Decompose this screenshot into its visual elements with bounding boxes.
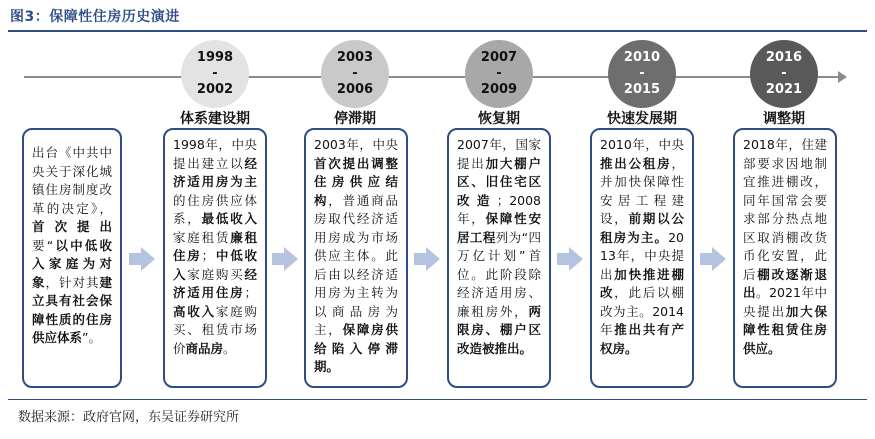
phase-box-3: [447, 128, 551, 388]
emphasis-text: 建立具有社会保障性质的住房供应体系: [32, 274, 112, 345]
emphasis-text: 推出公租房: [600, 155, 672, 171]
period-sep: -: [352, 66, 358, 81]
body-text: ，并加快保障性安居工程建设，: [600, 155, 684, 226]
emphasis-text: 商品房: [185, 340, 224, 356]
body-text: 。2021年中央提出: [743, 285, 827, 319]
emphasis-text: 首次提出调整住房供应结构: [314, 155, 398, 208]
body-text: ，针对其: [45, 274, 100, 290]
phase-label-2: 停滞期: [334, 111, 376, 127]
emphasis-text: 加大保障性租赁住房供应。: [743, 303, 827, 356]
emphasis-text: 首次提出: [32, 219, 112, 234]
top-rule: [8, 30, 867, 32]
emphasis-text: 以中低收入家庭为对象: [32, 237, 112, 290]
timeline-arrowhead: [838, 71, 847, 83]
body-text: 要“: [32, 237, 54, 253]
right-arrow-icon: [414, 247, 440, 271]
emphasis-text: 保障性安居工程: [457, 211, 541, 245]
timeline-line: [24, 76, 842, 78]
period-circle-4: [608, 40, 676, 108]
period-end: 2006: [336, 82, 374, 97]
body-text: 1998年，中央提出建立以: [173, 137, 257, 171]
emphasis-text: 加大棚户区、旧住宅区改造: [457, 155, 541, 208]
body-text: 家庭租赁: [173, 229, 231, 245]
period-start: 2010: [623, 50, 661, 65]
body-text: ；2008年，: [457, 192, 541, 226]
body-text: 2010年，中央: [600, 137, 684, 152]
right-arrow-icon: [557, 247, 583, 271]
body-text: 的住房供应体系，: [173, 192, 257, 226]
body-text: 家庭购买、租赁市场价: [173, 303, 257, 356]
emphasis-text: 最低收入: [201, 211, 257, 226]
emphasis-text: 前期以公租房为主。: [600, 211, 684, 245]
period-end: 2015: [623, 82, 661, 97]
phase-box-1: [163, 128, 267, 388]
period-start: 1998: [196, 50, 234, 65]
period-circle-3: [465, 40, 533, 108]
emphasis-text: 保障房供给陷入停滞期。: [314, 322, 398, 374]
body-text: 列为“四万亿计划”首位。此阶段除经济适用房、廉租房外，: [457, 229, 541, 319]
emphasis-text: 经济适用住房: [173, 266, 257, 300]
phase-label-4: 快速发展期: [607, 111, 677, 127]
phase-label-1: 体系建设期: [180, 111, 250, 127]
phase-box-5: [733, 128, 837, 388]
period-start: 2016: [765, 50, 803, 65]
period-end: 2009: [480, 82, 518, 97]
phase-box-4: [590, 128, 694, 388]
period-sep: -: [212, 66, 218, 81]
body-text: 。: [223, 340, 236, 356]
period-sep: -: [781, 66, 787, 81]
period-start: 2003: [336, 50, 374, 65]
right-arrow-icon: [272, 247, 298, 271]
body-text: ；: [244, 285, 257, 300]
right-arrow-icon: [129, 247, 155, 271]
period-start: 2007: [480, 50, 518, 65]
source-note: 数据来源：政府官网，东吴证券研究所: [18, 410, 240, 425]
emphasis-text: 推出共有产权房。: [600, 322, 684, 356]
body-text: ，此后以棚改为主。2014年: [600, 285, 684, 337]
period-circle-5: [750, 40, 818, 108]
body-text: ；: [201, 248, 215, 263]
body-text: 2003年，中央: [314, 137, 398, 152]
body-text: ”。: [82, 330, 101, 345]
period-sep: -: [496, 66, 502, 81]
emphasis-text: 棚改逐渐退出: [743, 266, 827, 300]
emphasis-text: 加快推进棚改: [600, 266, 684, 300]
emphasis-text: 两限房、棚户区改造被推出。: [457, 303, 541, 356]
body-text: 2018年，住建部要求因地制宜推进棚改，同年国常会要求部分热点地区取消棚改货币化安置，此后: [743, 137, 827, 282]
emphasis-text: 经济适用房为主: [173, 155, 257, 189]
body-text: ，普通商品房取代经济适用房成为市场供应主体。此后由以经济适用房为主转为以商品房为主，: [314, 192, 398, 337]
body-text: 家庭购买: [187, 266, 245, 282]
figure-title: 图3：保障性住房历史演进: [10, 9, 180, 25]
period-end: 2021: [765, 82, 803, 97]
phase-box-2: [304, 128, 408, 388]
period-sep: -: [639, 66, 645, 81]
body-text: 2007年，国家提出: [457, 137, 541, 171]
emphasis-text: 中低收入: [173, 248, 257, 282]
intro-box: [22, 128, 122, 388]
body-text: 出台《中共中央关于深化城镇住房制度改革的决定》，: [32, 145, 112, 216]
period-circle-2: [321, 40, 389, 108]
emphasis-text: 高收入: [173, 303, 216, 319]
body-text: 2013年，中央提出: [600, 229, 684, 282]
period-circle-1: [181, 40, 249, 108]
period-end: 2002: [196, 82, 234, 97]
phase-label-5: 调整期: [763, 111, 805, 127]
emphasis-text: 廉租住房: [173, 229, 257, 263]
bottom-rule: [8, 399, 867, 400]
phase-label-3: 恢复期: [478, 111, 520, 127]
right-arrow-icon: [700, 247, 726, 271]
